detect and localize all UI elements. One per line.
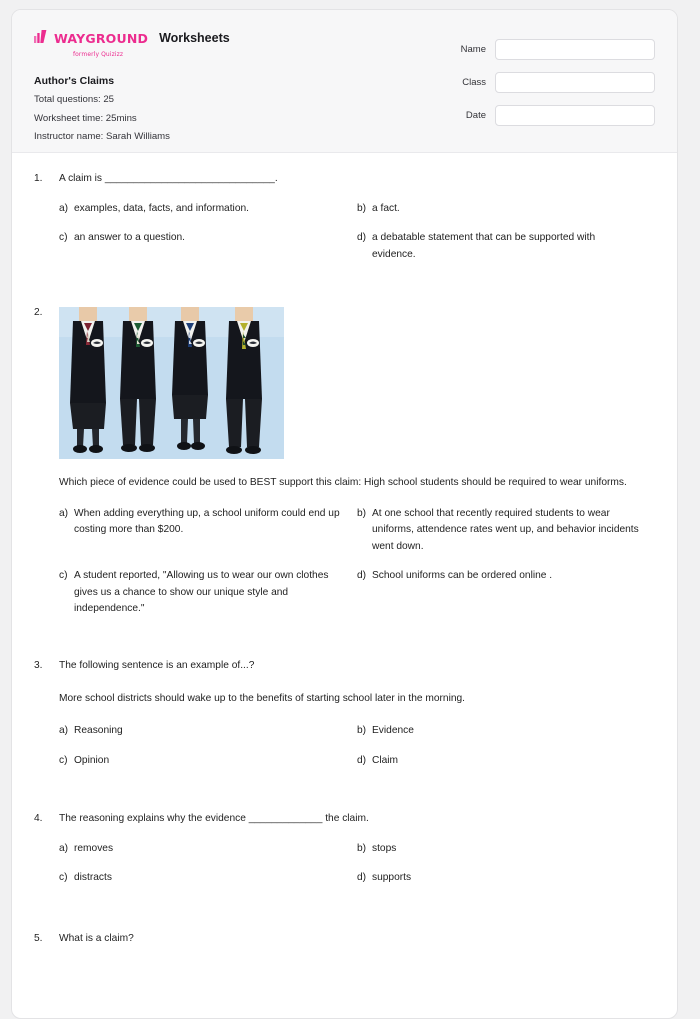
option-letter: c) (59, 872, 68, 884)
option-text: Claim (372, 754, 399, 766)
field-row-name (450, 39, 655, 60)
option-letter: d) (357, 232, 367, 244)
logo-subtitle: formerly Quizizz (72, 51, 124, 58)
wayground-logo (34, 29, 148, 58)
question-number: 2. (34, 307, 43, 319)
option-c[interactable] (59, 568, 357, 618)
option-c[interactable] (59, 870, 357, 887)
answer-options (59, 723, 655, 782)
header-left-column (34, 29, 364, 151)
instructor-name: Instructor name: Sarah Williams (34, 131, 170, 143)
field-row-class (450, 72, 655, 93)
class-label: Class (462, 77, 486, 88)
worksheet-title: Author's Claims (34, 75, 115, 87)
option-letter: a) (59, 507, 69, 519)
question-1 (34, 172, 655, 276)
option-a[interactable] (59, 201, 357, 218)
option-letter: d) (357, 570, 367, 582)
option-letter: d) (357, 754, 367, 766)
question-number: 4. (34, 813, 43, 825)
option-a[interactable] (59, 841, 357, 858)
option-letter: b) (357, 725, 367, 737)
option-b[interactable] (357, 506, 655, 556)
question-text: The following sentence is an example of...? (59, 659, 255, 671)
option-d[interactable] (357, 753, 655, 770)
worksheet-header (12, 10, 677, 153)
name-label: Name (460, 44, 486, 55)
option-letter: b) (357, 842, 367, 854)
option-text: a fact. (372, 202, 400, 214)
option-text: an answer to a question. (74, 232, 186, 244)
option-d[interactable] (357, 870, 655, 887)
question-stimulus: More school districts should wake up to the benefits of starting school later in the morning. (59, 692, 466, 704)
school-uniforms-photo (59, 307, 284, 459)
option-letter: a) (59, 725, 69, 737)
question-number: 1. (34, 173, 43, 184)
option-text: When adding everything up, a school uniform could end up costing more than $200. (74, 507, 340, 536)
option-b[interactable] (357, 723, 655, 740)
option-d[interactable] (357, 568, 655, 618)
option-letter: d) (357, 872, 367, 884)
answer-options (59, 506, 655, 631)
option-text: Evidence (372, 725, 414, 737)
option-letter: b) (357, 202, 367, 214)
option-text: removes (74, 842, 114, 854)
question-text: A claim is ______________________________. (59, 173, 278, 184)
option-b[interactable] (357, 201, 655, 218)
option-letter: a) (59, 202, 69, 214)
question-number: 5. (34, 932, 43, 944)
option-text: distracts (74, 872, 112, 884)
total-questions: Total questions: 25 (34, 94, 115, 105)
brand-row (34, 29, 364, 57)
field-row-date (450, 105, 655, 126)
name-input[interactable] (495, 39, 655, 60)
page-title: Worksheets (159, 31, 230, 45)
logo-wordmark: WAYGROUND (54, 30, 149, 46)
question-number: 3. (34, 659, 43, 671)
student-info-fields (450, 29, 655, 138)
question-text: The reasoning explains why the evidence _____________ the claim. (59, 813, 369, 825)
question-2 (34, 306, 655, 630)
option-text: supports (372, 872, 412, 884)
wayground-bars-icon (34, 30, 51, 48)
option-letter: a) (59, 842, 69, 854)
question-5 (34, 932, 655, 947)
question-4 (34, 812, 655, 900)
date-input[interactable] (495, 105, 655, 126)
option-c[interactable] (59, 753, 357, 770)
worksheet-body (12, 153, 677, 1003)
answer-options (59, 841, 655, 900)
worksheet-time: Worksheet time: 25mins (34, 112, 137, 124)
option-text: Reasoning (74, 725, 123, 737)
option-letter: c) (59, 754, 68, 766)
option-text: School uniforms can be ordered online . (372, 570, 553, 582)
worksheet-page (11, 9, 678, 1019)
option-text: examples, data, facts, and information. (74, 202, 249, 214)
worksheet-meta (34, 75, 364, 143)
date-label: Date (465, 110, 486, 121)
option-a[interactable] (59, 506, 357, 556)
option-c[interactable] (59, 230, 357, 263)
question-image-wrap (59, 307, 655, 459)
question-text: Which piece of evidence could be used to BEST support this claim: High school students should be required to wear uniforms. (59, 477, 627, 489)
option-d[interactable] (357, 230, 655, 263)
option-text: Opinion (74, 754, 110, 766)
option-a[interactable] (59, 723, 357, 740)
option-text: A student reported, "Allowing us to wear our own clothes gives us a chance to show our unique style and independence." (74, 570, 329, 615)
option-letter: c) (59, 570, 68, 582)
question-3 (34, 659, 655, 782)
answer-options (59, 201, 655, 277)
option-text: At one school that recently required students to wear uniforms, attendence rates went up, and behavior incidents went down. (372, 507, 639, 552)
option-b[interactable] (357, 841, 655, 858)
question-text: What is a claim? (59, 932, 134, 944)
class-input[interactable] (495, 72, 655, 93)
option-letter: c) (59, 232, 68, 244)
option-letter: b) (357, 507, 367, 519)
option-text: stops (372, 842, 397, 854)
option-text: a debatable statement that can be supported with evidence. (372, 232, 596, 260)
